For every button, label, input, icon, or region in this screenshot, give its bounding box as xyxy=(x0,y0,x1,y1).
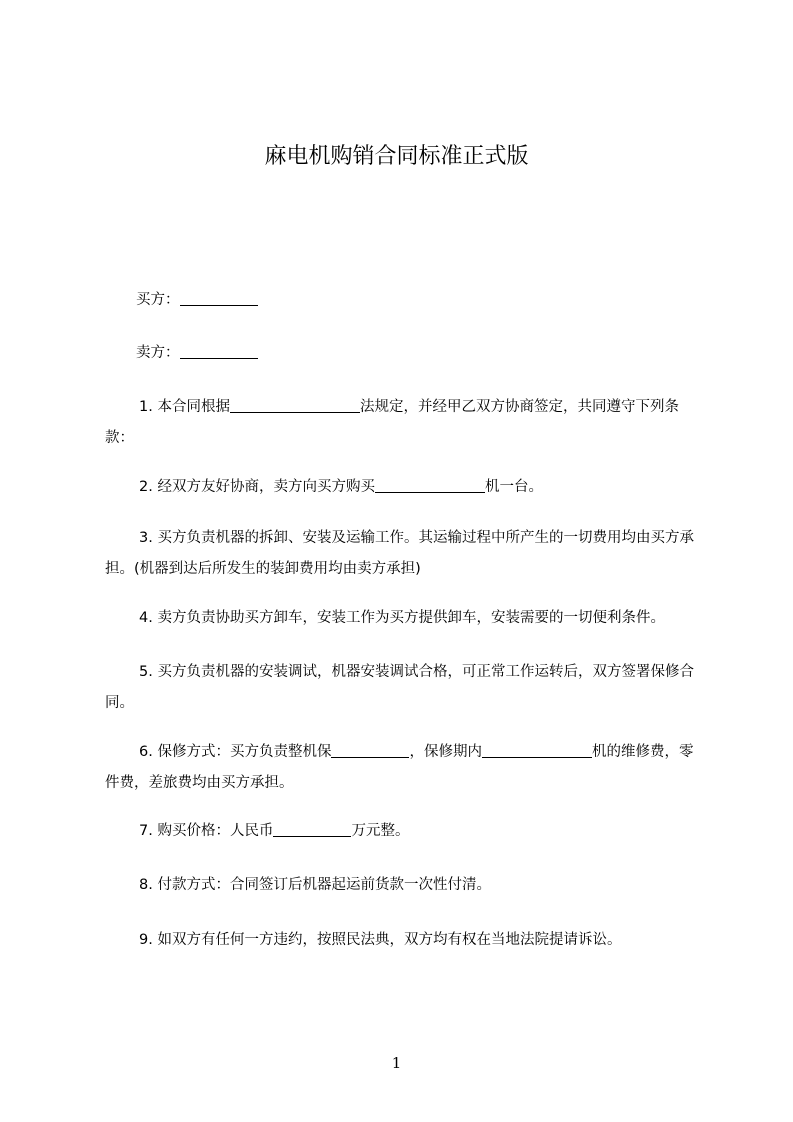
clause-2-blank xyxy=(375,476,485,493)
clause-6-blank-1 xyxy=(331,741,409,758)
clause-6-text-a: 6. 保修方式：买方负责整机保 xyxy=(139,744,332,760)
clause-7-blank xyxy=(273,820,351,837)
clause-5 xyxy=(105,657,705,719)
clause-1-blank xyxy=(230,396,360,413)
clause-3-text: 3. 买方负责机器的拆卸、安装及运输工作。其运输过程中所产生的一切费用均由买方承担。(机器到达后所发生的装卸费用均由卖方承担) xyxy=(105,530,694,577)
clause-6-text-c: 机的维修费，零件费，差旅费均由买方承担。 xyxy=(105,744,694,791)
clause-2 xyxy=(105,472,705,503)
clause-7 xyxy=(105,816,705,847)
document-title: 麻电机购销合同标准正式版 xyxy=(264,144,529,169)
clause-2-text-b: 机一台。 xyxy=(484,479,543,495)
page-number: 1 xyxy=(391,1054,402,1072)
clause-6 xyxy=(105,737,705,799)
seller-line xyxy=(105,338,705,369)
clause-9 xyxy=(105,925,705,956)
clause-8 xyxy=(105,870,705,901)
clause-3 xyxy=(105,523,705,585)
clause-9-text: 9. 如双方有任何一方违约，按照民法典，双方均有权在当地法院提请诉讼。 xyxy=(139,932,622,948)
clause-7-text-a: 7. 购买价格：人民币 xyxy=(139,823,274,839)
seller-label: 卖方： xyxy=(136,345,180,361)
clause-1 xyxy=(105,392,705,454)
clause-1-text-a: 1. 本合同根据 xyxy=(139,399,230,415)
buyer-label: 买方： xyxy=(136,292,180,308)
clause-6-text-b: ，保修期内 xyxy=(409,744,482,760)
clause-4 xyxy=(105,603,705,634)
clause-4-text: 4. 卖方负责协助买方卸车，安装工作为买方提供卸车，安装需要的一切便利条件。 xyxy=(139,610,665,626)
clause-6-blank-2 xyxy=(482,741,592,758)
buyer-line xyxy=(105,285,705,316)
clause-7-text-b: 万元整。 xyxy=(351,823,410,839)
clause-5-text: 5. 买方负责机器的安装调试，机器安装调试合格，可正常工作运转后，双方签署保修合同。 xyxy=(105,664,694,711)
clause-8-text: 8. 付款方式：合同签订后机器起运前货款一次性付清。 xyxy=(139,877,491,893)
buyer-blank xyxy=(180,289,258,306)
seller-blank xyxy=(180,342,258,359)
clause-2-text-a: 2. 经双方友好协商，卖方向买方购买 xyxy=(139,479,375,495)
clause-1-text-b: 法规定，并经甲乙双方协商签定，共同遵守下列条款： xyxy=(105,399,679,446)
